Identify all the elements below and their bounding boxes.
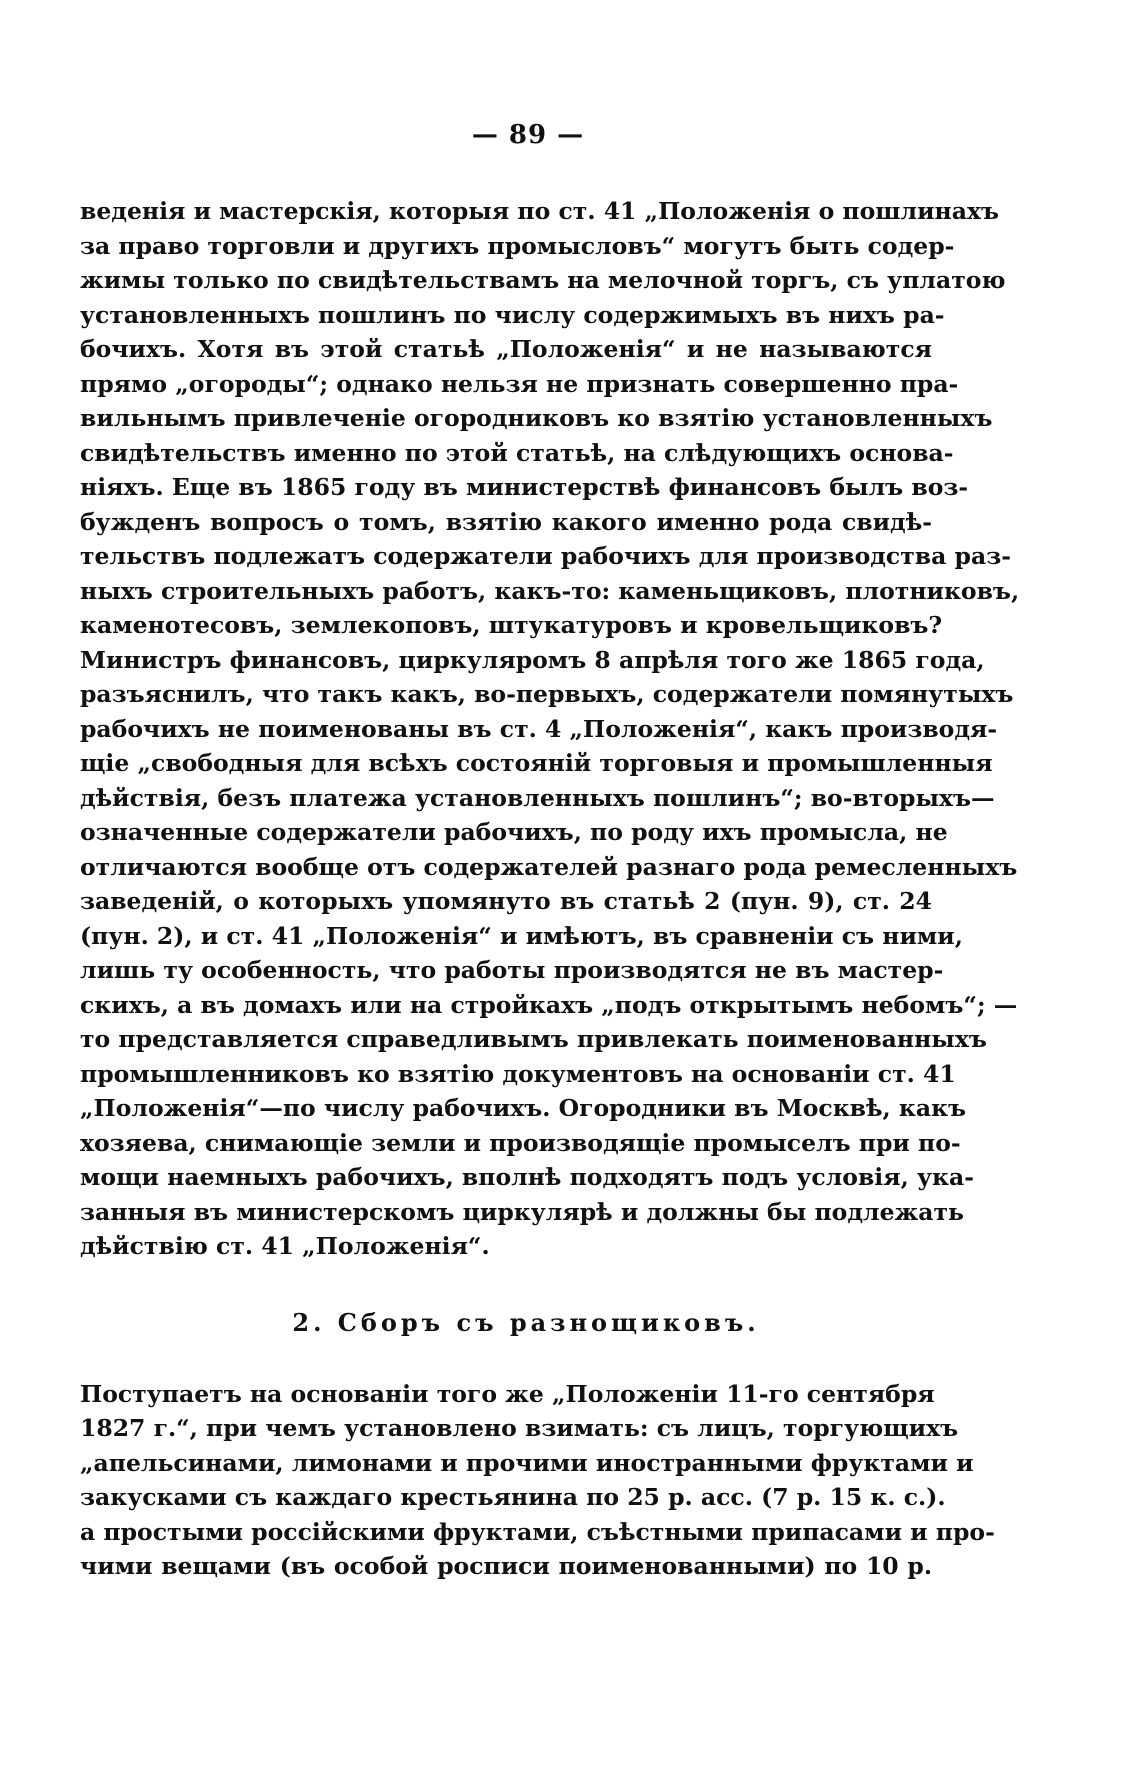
section-heading: 2. Сборъ съ разнощиковъ. — [292, 1307, 760, 1337]
text-line: мощи наемныхъ рабочихъ, вполнѣ подходятъ подъ условія, ука- — [80, 1163, 974, 1191]
text-line: за право торговли и другихъ промысловъ“ могутъ быть содер- — [80, 231, 955, 260]
text-line: бужденъ вопросъ о томъ, взятію какого именно рода свидѣ- — [80, 507, 932, 536]
text-line: (пун. 2), и ст. 41 „Положенія“ и имѣютъ, въ сравненіи съ ними, — [80, 921, 963, 950]
text-line: прямо „огороды“; однако нельзя не признать совершенно пра- — [80, 369, 959, 398]
paragraph-1 — [80, 194, 1020, 1264]
text-line: рабочихъ не поименованы въ ст. 4 „Положенія“, какъ производя- — [80, 714, 998, 743]
text-line: веденія и мастерскія, которыя по ст. 41 „Положенія о пошлинахъ — [80, 197, 1000, 225]
document-page — [80, 120, 1020, 1584]
text-line: бочихъ. Хотя въ этой статьѣ „Положенія“ и не называются — [80, 335, 932, 363]
text-line: дѣйствія, безъ платежа установленныхъ пошлинъ“; во-вторыхъ— — [80, 783, 995, 812]
text-line: чими вещами (въ особой росписи поименованными) по 10 р. — [80, 1552, 932, 1580]
text-line: ныхъ строительныхъ работъ, какъ-то: каменьщиковъ, плотниковъ, — [80, 576, 1020, 605]
text-line: ніяхъ. Еще въ 1865 году въ министерствѣ финансовъ былъ воз- — [80, 473, 969, 501]
text-line: закусками съ каждаго крестьянина по 25 р. асс. (7 р. 15 к. с.). — [80, 1483, 946, 1511]
text-line: а простыми россійскими фруктами, съѣстными припасами и про- — [80, 1517, 995, 1546]
text-line: установленныхъ пошлинъ по числу содержимыхъ въ нихъ ра- — [80, 300, 945, 329]
text-line: занныя въ министерскомъ циркулярѣ и должны бы подлежать — [80, 1197, 964, 1226]
text-line: промышленниковъ ко взятію документовъ на основаніи ст. 41 — [80, 1059, 956, 1088]
text-line: хозяева, снимающіе земли и производящіе промыселъ при по- — [80, 1128, 961, 1157]
text-line: „апельсинами, лимонами и прочими иностранными фруктами и — [80, 1448, 974, 1477]
text-line: каменотесовъ, землекоповъ, штукатуровъ и кровельщиковъ? — [80, 611, 943, 639]
text-line: дѣйствію ст. 41 „Положенія“. — [80, 1232, 490, 1260]
paragraph-2 — [80, 1377, 995, 1584]
text-line: Министръ финансовъ, циркуляромъ 8 апрѣля того же 1865 года, — [80, 645, 985, 674]
page-number: — 89 — — [471, 120, 585, 150]
text-line: Поступаетъ на основаніи того же „Положеніи 11-го сентября — [80, 1379, 935, 1408]
text-line: „Положенія“—по числу рабочихъ. Огородники въ Москвѣ, какъ — [80, 1094, 967, 1122]
text-line: 1827 г.“, при чемъ установлено взимать: съ лицъ, торгующихъ — [80, 1414, 959, 1442]
text-line: тельствъ подлежатъ содержатели рабочихъ для производства раз- — [80, 542, 1011, 570]
text-line: заведеній, о которыхъ упомянуто въ статьѣ 2 (пун. 9), ст. 24 — [80, 887, 932, 915]
text-line: означенные содержатели рабочихъ, по роду ихъ промысла, не — [80, 818, 948, 846]
text-line: скихъ, а въ домахъ или на стройкахъ „подъ открытымъ небомъ“; — — [80, 990, 1018, 1019]
text-line: то представляется справедливымъ привлекать поименованныхъ — [80, 1025, 987, 1053]
text-line: жимы только по свидѣтельствамъ на мелочной торгъ, съ уплатою — [80, 266, 1006, 294]
text-line: лишь ту особенность, что работы производятся не въ мастер- — [80, 956, 944, 984]
text-line: разъяснилъ, что такъ какъ, во-первыхъ, содержатели помянутыхъ — [80, 680, 1014, 708]
text-line: свидѣтельствъ именно по этой статьѣ, на слѣдующихъ основа- — [80, 438, 954, 467]
text-line: отличаются вообще отъ содержателей разнаго рода ремесленныхъ — [80, 852, 1018, 881]
text-line: вильнымъ привлеченіе огородниковъ ко взятію установленныхъ — [80, 404, 993, 432]
text-line: щіе „свободныя для всѣхъ состояній торговыя и промышленныя — [80, 749, 993, 777]
